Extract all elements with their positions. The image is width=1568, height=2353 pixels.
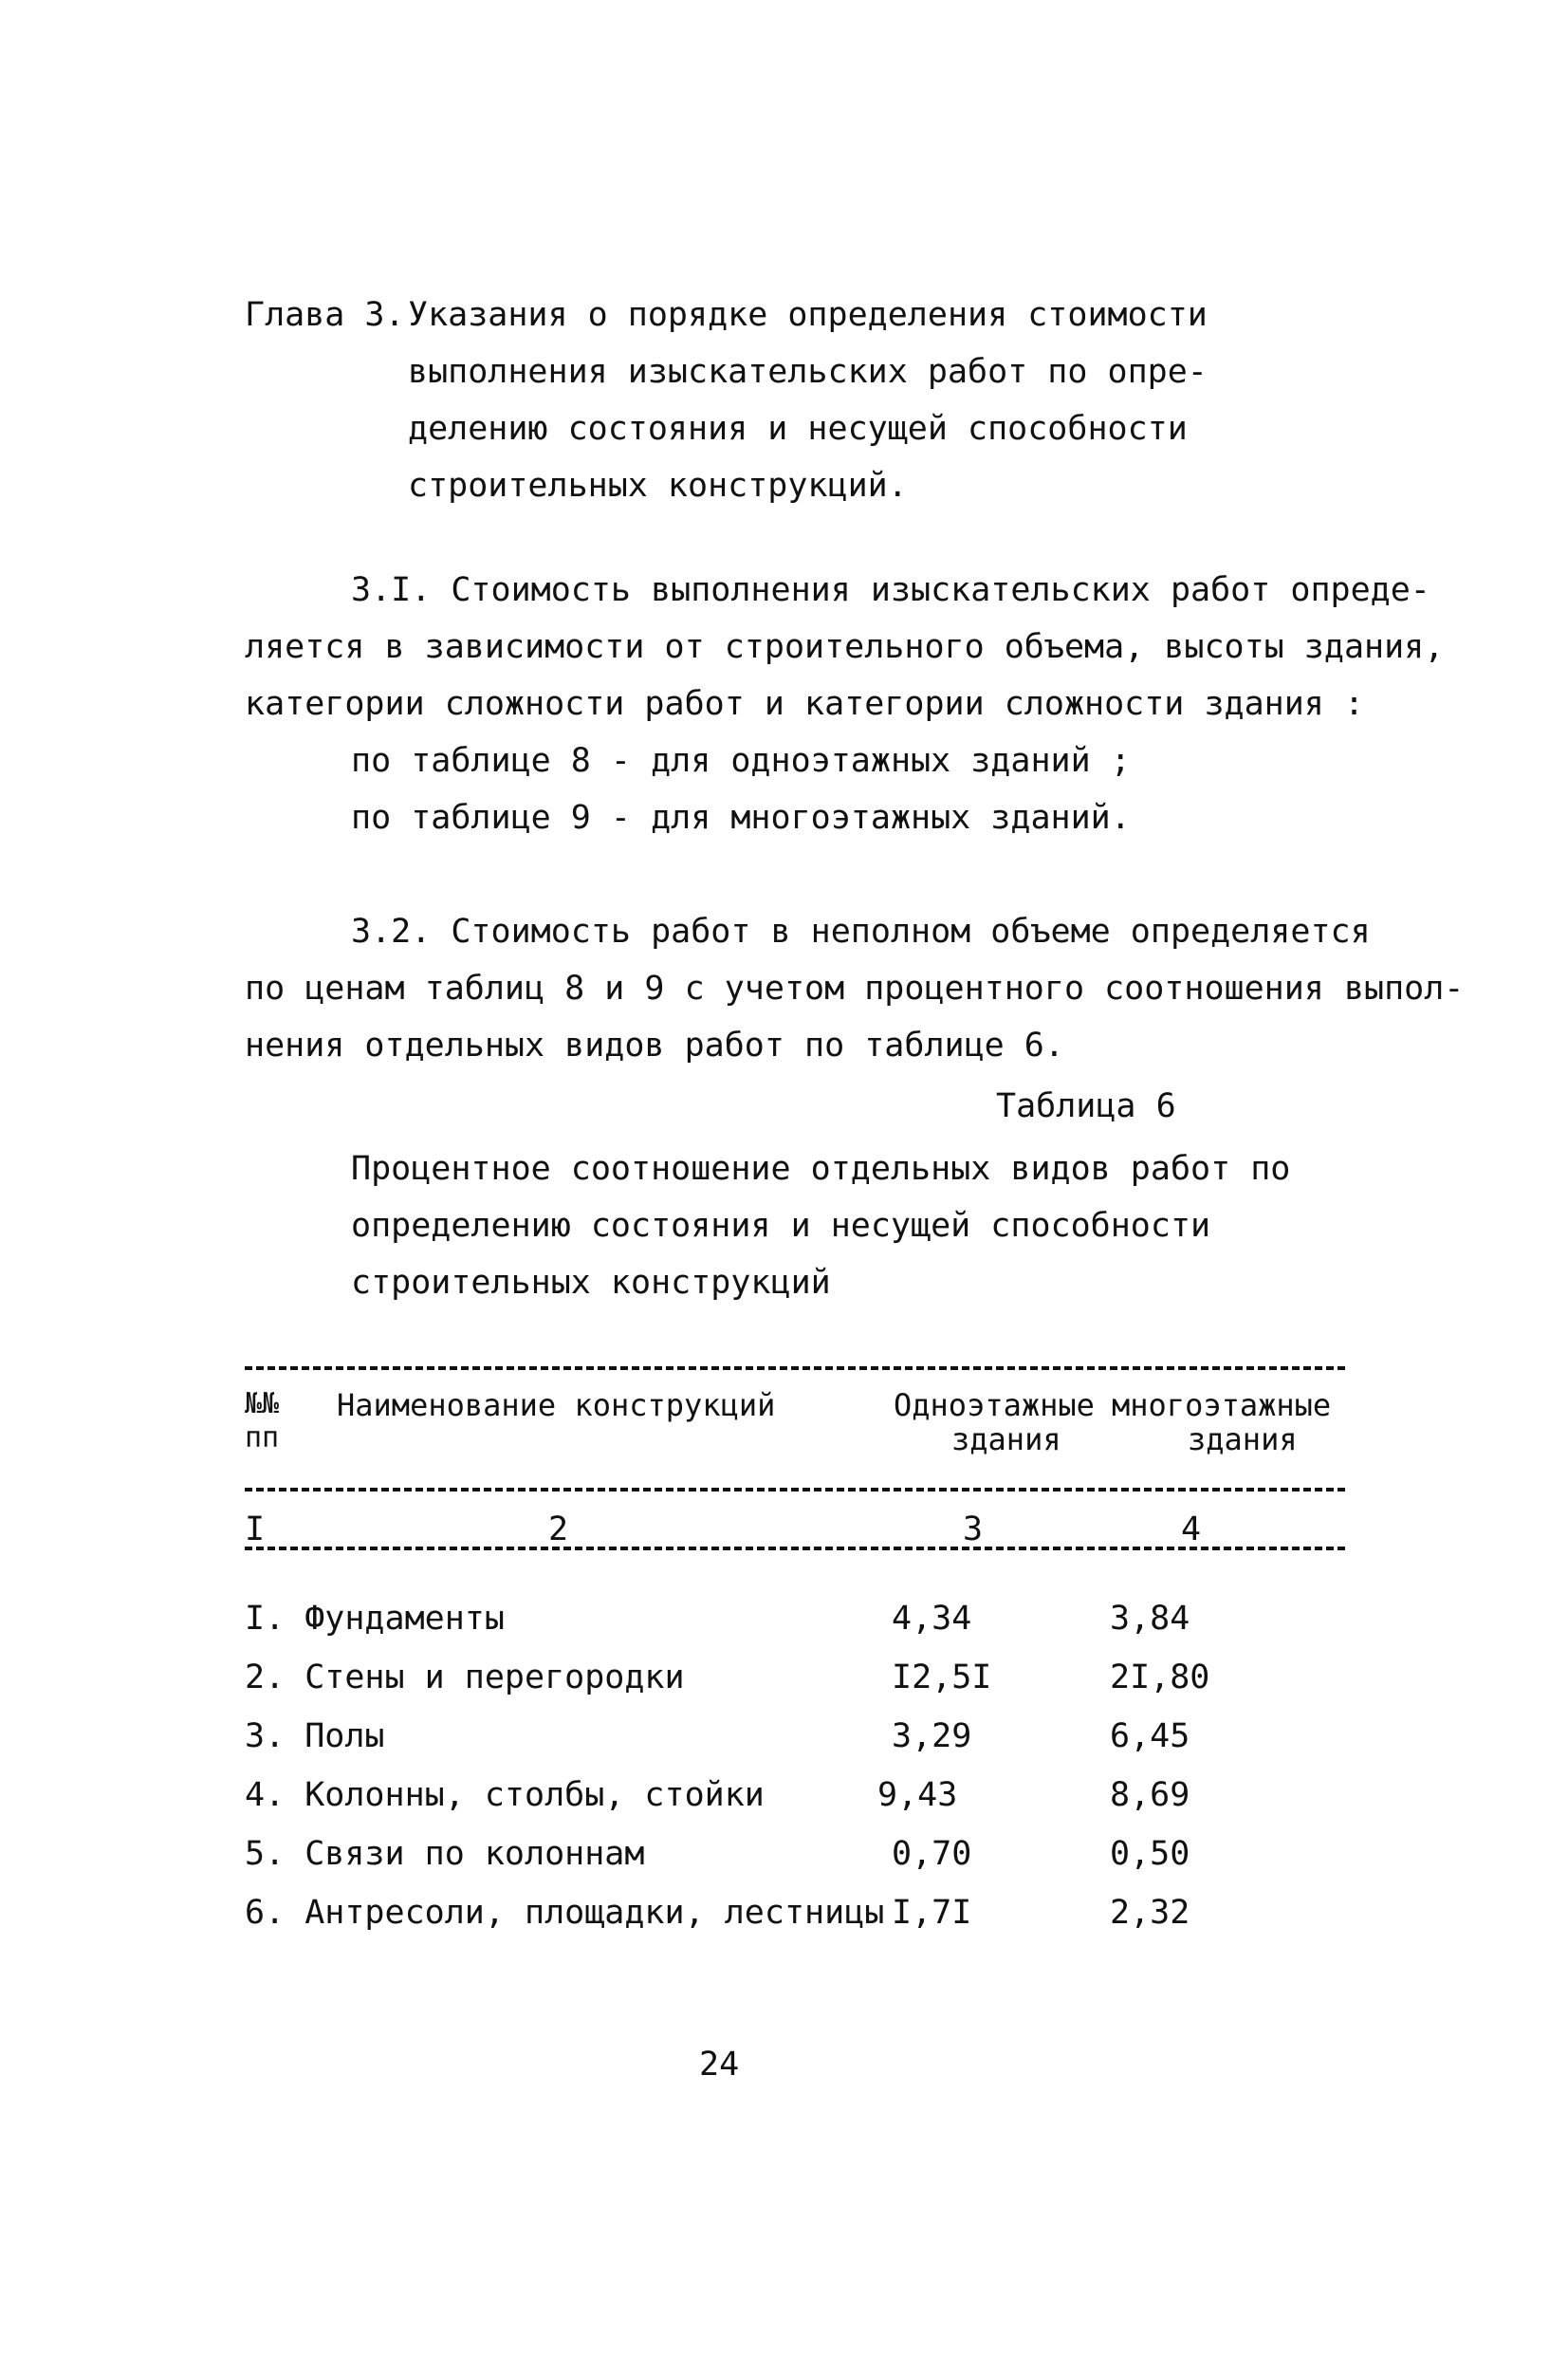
page-number: 24 — [699, 2046, 740, 2084]
table-row-1-multi: 3,84 — [1110, 1600, 1190, 1638]
table-row-2-multi: 2I,80 — [1110, 1658, 1210, 1696]
header-name: Наименование конструкций — [337, 1387, 776, 1423]
chapter-title-line-1: Указания о порядке определения стоимости — [408, 296, 1208, 334]
section-3-2-line-2: по ценам таблиц 8 и 9 с учетом процентного соотношения выпол- — [245, 970, 1465, 1008]
section-3-1-item-1: по таблице 8 - для одноэтажных зданий ; — [351, 742, 1131, 780]
chapter-label: Глава 3. — [245, 296, 405, 334]
header-num-line-1: №№ — [245, 1387, 280, 1420]
chapter-title-line-4: строительных конструкций. — [408, 467, 908, 505]
section-3-1-line-3: категории сложности работ и категории сложности здания : — [245, 685, 1365, 723]
header-single-line-1: Одноэтажные — [894, 1387, 1095, 1423]
table-row-3-single: 3,29 — [892, 1717, 972, 1755]
table-top-rule — [245, 1366, 1345, 1370]
chapter-title-line-2: выполнения изыскательских работ по опре- — [408, 353, 1208, 391]
table-row-3-multi: 6,45 — [1110, 1717, 1190, 1755]
chapter-title-line-3: делению состояния и несущей способности — [408, 410, 1188, 448]
table-row-6-single: I,7I — [892, 1894, 972, 1932]
column-number-3: 3 — [963, 1510, 984, 1548]
table-row-6-multi: 2,32 — [1110, 1894, 1190, 1932]
table-row-3-name: 3. Полы — [245, 1717, 385, 1755]
column-numbers-rule — [245, 1547, 1345, 1550]
header-multi-line-2: здания — [1188, 1421, 1298, 1457]
table-caption-line-3: строительных конструкций — [351, 1264, 831, 1302]
table-row-5-single: 0,70 — [892, 1835, 972, 1873]
table-caption-line-2: определению состояния и несущей способности — [351, 1207, 1211, 1245]
table-row-4-name: 4. Колонны, столбы, стойки — [245, 1776, 765, 1814]
section-3-1-line-2: ляется в зависимости от строительного объема, высоты здания, — [245, 628, 1445, 666]
column-number-2: 2 — [548, 1510, 569, 1548]
table-row-5-name: 5. Связи по колоннам — [245, 1835, 645, 1873]
table-caption-line-1: Процентное соотношение отдельных видов работ по — [351, 1150, 1291, 1188]
header-num-line-2: пп — [245, 1421, 280, 1454]
table-row-1-name: I. Фундаменты — [245, 1600, 505, 1638]
section-3-1-item-2: по таблице 9 - для многоэтажных зданий. — [351, 799, 1131, 837]
table-row-1-single: 4,34 — [892, 1600, 972, 1638]
table-row-5-multi: 0,50 — [1110, 1835, 1190, 1873]
table-row-4-single: 9,43 — [877, 1776, 958, 1814]
header-single-line-2: здания — [951, 1421, 1061, 1457]
table-row-2-single: I2,5I — [892, 1658, 992, 1696]
header-bottom-rule — [245, 1488, 1345, 1491]
table-label: Таблица 6 — [996, 1087, 1176, 1125]
header-multi-line-1: многоэтажные — [1112, 1387, 1332, 1423]
table-row-2-name: 2. Стены и перегородки — [245, 1658, 685, 1696]
column-number-4: 4 — [1181, 1510, 1202, 1548]
section-3-1-line-1: 3.I. Стоимость выполнения изыскательских работ опреде- — [351, 571, 1430, 609]
table-row-6-name: 6. Антресоли, площадки, лестницы — [245, 1894, 885, 1932]
column-number-1: I — [245, 1510, 266, 1548]
table-row-4-multi: 8,69 — [1110, 1776, 1190, 1814]
section-3-2-line-1: 3.2. Стоимость работ в неполном объеме определяется — [351, 913, 1371, 951]
section-3-2-line-3: нения отдельных видов работ по таблице 6. — [245, 1027, 1064, 1065]
